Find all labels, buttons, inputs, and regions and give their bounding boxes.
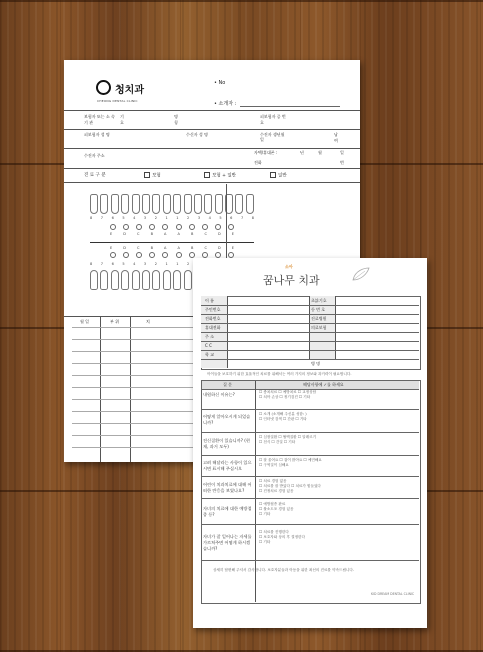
tooth-header: 치 — [146, 319, 150, 324]
upper-tooth-numbers: 8 7 6 5 4 3 2 1 1 2 3 4 5 6 7 8 — [90, 216, 254, 220]
form-divider — [64, 168, 360, 169]
birthdate-label: 수진자 생년월일 — [260, 132, 285, 142]
answers-1[interactable]: ☐ 충치치료 ☐ 예방치료 ☐ 교정상담 ☐ 치아 손상 ☐ 정기검진 ☐ 기타 — [259, 390, 317, 400]
answers-5[interactable]: ☐ 치료 경험 없음 ☐ 치료를 잘 받았다 ☐ 치료가 힘들었다 ☐ 진정치료 경험 있음 — [259, 479, 321, 494]
school-label: 학 교 — [205, 352, 214, 357]
tooth[interactable] — [90, 270, 98, 290]
front-brand-name: 꿈나무 치과 — [263, 274, 320, 287]
mobile-label: 휴대전화 — [205, 325, 221, 330]
footer-brand: KID DREAM DENTAL CLINIC — [371, 592, 415, 596]
info-row — [201, 359, 419, 360]
site-header: 부 위 — [110, 319, 119, 324]
tooth[interactable] — [111, 270, 119, 290]
question-row — [201, 432, 419, 433]
tooth[interactable] — [142, 270, 150, 290]
upper-teeth-row — [90, 194, 254, 214]
chart-no-label: 초診기호 — [311, 298, 327, 303]
phone-label: 전화번호 — [205, 316, 221, 321]
option-insurance-general[interactable]: 보험 + 일반 — [204, 172, 236, 179]
tooth[interactable] — [215, 194, 223, 214]
leaf-icon — [351, 266, 371, 282]
day-label: 일 — [340, 150, 344, 155]
tooth[interactable] — [136, 224, 142, 230]
info-row — [201, 341, 419, 342]
tooth[interactable] — [142, 194, 150, 214]
lower-tooth-numbers: 8 7 6 5 4 3 2 1 1 2 — [90, 262, 190, 266]
back-brand-name: 청치과 — [115, 85, 144, 96]
back-brand-en: CHEONG DENTAL CLINIC — [97, 99, 138, 103]
month-label: 월 — [318, 150, 322, 155]
referrer-label: • 소개자 : — [214, 101, 237, 107]
name-label: 이 름 — [205, 298, 214, 303]
tooth[interactable] — [132, 270, 140, 290]
option-insurance[interactable]: 보험 — [144, 172, 161, 179]
insurance-label: 의료보험 — [311, 325, 327, 330]
tooth[interactable] — [184, 194, 192, 214]
tooth[interactable] — [184, 270, 192, 290]
question-1: 내원하신 이유는? — [203, 392, 235, 397]
clinic-logo-icon — [96, 80, 111, 95]
question-row — [201, 524, 419, 525]
tel-label: 전화 — [254, 160, 262, 165]
tooth[interactable] — [152, 194, 160, 214]
gender-label: 남 여 — [334, 132, 338, 143]
question-row — [201, 455, 419, 456]
question-4: 고려 해달라는 사항이 있으시면 표시해 주십시오 — [203, 460, 252, 471]
question-row — [201, 498, 419, 499]
question-6: 자녀의 치료에 대한 예방접종 등? — [203, 506, 252, 517]
receiver-name-label: 수신자 성 명 — [186, 132, 208, 137]
front-form-sheet — [193, 258, 427, 628]
phone-label: 자택/휴대폰 : — [254, 150, 278, 155]
question-header: 질 문 — [223, 381, 232, 387]
question-row — [201, 476, 419, 477]
tooth[interactable] — [162, 252, 168, 258]
tooth[interactable] — [121, 194, 129, 214]
tooth[interactable] — [149, 224, 155, 230]
referrer-underline — [240, 106, 340, 107]
answers-6[interactable]: ☐ 예방접종 완료 ☐ 불소도포 경험 있음 ☐ 기타 — [259, 502, 294, 517]
answers-3[interactable]: ☐ 심장질환 ☐ 혈액질환 ☐ 알레르기 ☐ 천식 ☐ 간질 ☐ 기타 — [259, 435, 317, 445]
insured-number-label: 피보험자 증 번 호 — [260, 114, 286, 125]
upper-primary-teeth — [110, 224, 234, 230]
tooth[interactable] — [162, 224, 168, 230]
tooth[interactable] — [176, 252, 182, 258]
ext-label: 번 — [340, 160, 344, 165]
address-label: 주 소 — [205, 334, 214, 339]
form-divider — [64, 110, 360, 111]
code-label: 기 호 — [120, 114, 124, 125]
tooth[interactable] — [100, 270, 108, 290]
resident-no-label: 주민번호 — [205, 307, 221, 312]
reg-no-label: 등 번 호 — [311, 307, 326, 312]
tooth[interactable] — [173, 194, 181, 214]
question-row — [201, 560, 419, 561]
form-divider — [64, 148, 360, 149]
front-brand-small: 소아 — [285, 264, 293, 269]
tooth[interactable] — [100, 194, 108, 214]
form-divider — [64, 182, 360, 183]
lower-primary-letters: E D C B A A B C D E — [110, 246, 234, 250]
tooth[interactable] — [90, 194, 98, 214]
answer-header: 해당사항에 ✓를 하세요 — [303, 381, 344, 387]
address-label: 수진자 주소 — [84, 153, 105, 158]
tooth[interactable] — [189, 224, 195, 230]
answers-4[interactable]: ☐ 잘 울어요 ☐ 겁이 많아요 ☐ 예민해요 ☐ 구역질이 심해요 — [259, 458, 322, 468]
plank-seam — [0, 0, 483, 2]
tooth[interactable] — [123, 252, 129, 258]
name-label: 명 칭 — [174, 114, 178, 125]
info-row — [201, 323, 419, 324]
tooth[interactable] — [152, 270, 160, 290]
tooth[interactable] — [163, 270, 171, 290]
insurer-label: 보험자 또는 소 속 기 관 — [84, 114, 115, 125]
tooth[interactable] — [121, 270, 129, 290]
question-2: 어떻게 알아오시게 되었습니까? — [203, 414, 251, 425]
info-row — [201, 314, 419, 315]
tooth[interactable] — [163, 194, 171, 214]
tooth[interactable] — [136, 252, 142, 258]
tooth[interactable] — [194, 194, 202, 214]
question-row — [201, 409, 419, 410]
tooth[interactable] — [235, 194, 243, 214]
insured-name-label: 피보험자 성 명 — [84, 132, 110, 137]
no-label: • No — [214, 80, 226, 86]
cc-label: C C — [205, 343, 212, 348]
diagnosis-label: 병 명 — [311, 361, 320, 366]
tooth[interactable] — [246, 194, 254, 214]
year-label: 년 — [300, 150, 304, 155]
tooth[interactable] — [132, 194, 140, 214]
tooth[interactable] — [228, 224, 234, 230]
midline — [90, 242, 254, 243]
upper-primary-letters: E D C B A A B C D E — [110, 232, 234, 236]
intro-text: 아이들을 보호하기 위한 효율적인 치료를 위해서는 여러 가지의 정보와 과거력이 필요합니다. — [207, 372, 352, 376]
tooth[interactable] — [215, 224, 221, 230]
tooth[interactable] — [149, 252, 155, 258]
table-col — [130, 316, 131, 462]
question-5: 어린이 치과치료에 대해 어떠한 반응을 보였나요? — [203, 482, 252, 493]
tooth[interactable] — [111, 194, 119, 214]
info-row — [201, 332, 419, 333]
option-general[interactable]: 일반 — [270, 172, 287, 179]
answers-2[interactable]: ☐ 소개 (소개해 주신분 성함: ) ☐ 인터넷 검색 ☐ 간판 ☐ 기타 — [259, 412, 307, 422]
hospital-label: 진료병원 — [311, 316, 327, 321]
form-divider — [64, 129, 360, 130]
treatment-type-label: 진 료 구 분 — [84, 173, 106, 178]
tooth[interactable] — [202, 224, 208, 230]
answers-7[interactable]: ☐ 치료를 진행한다 ☐ 보호자와 상의 후 결정한다 ☐ 기타 — [259, 530, 305, 545]
question-3: 전신질환이 있습니까? (현재, 과거 모두) — [203, 438, 250, 449]
info-row — [201, 305, 419, 306]
table-col — [100, 316, 101, 462]
tooth[interactable] — [176, 224, 182, 230]
footer-text: 상세히 답변해 주셔서 감사합니다. 보호자분들과 아동을 위한 최선의 진료를 약속드립니다. — [213, 568, 355, 572]
tooth[interactable] — [173, 270, 181, 290]
question-7: 자녀가 잘 일어나는 자세를 가르쳐주면 어떻게 하시겠습니까? — [203, 534, 252, 551]
info-row — [201, 350, 419, 351]
tooth[interactable] — [123, 224, 129, 230]
tooth[interactable] — [110, 252, 116, 258]
tooth[interactable] — [110, 224, 116, 230]
date-header: 월 일 — [80, 319, 89, 324]
tooth[interactable] — [204, 194, 212, 214]
